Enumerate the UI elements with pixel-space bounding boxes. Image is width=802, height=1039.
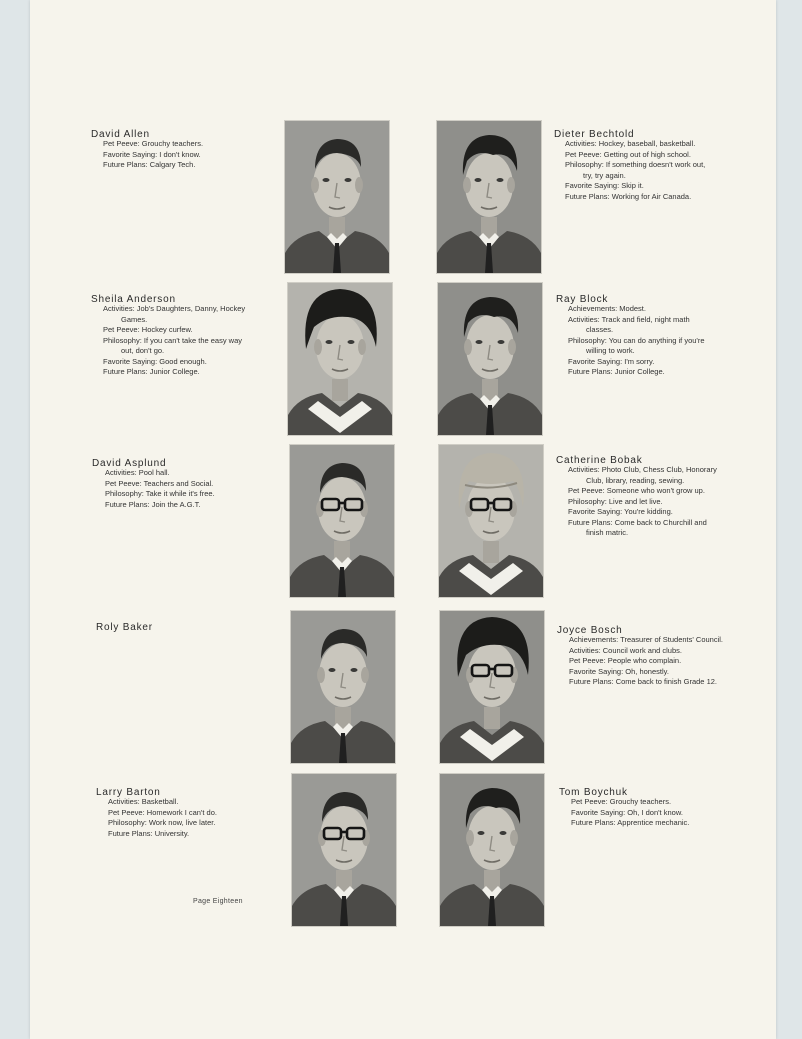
detail-line: Future Plans: Working for Air Canada. (565, 191, 692, 201)
detail-line: Favorite Saying: Oh, I don't know. (571, 807, 683, 817)
portrait-photo-sheila-anderson (288, 283, 392, 435)
detail-line: Future Plans: Junior College. (568, 367, 665, 376)
detail-line: Activities: Track and field, night math (568, 314, 690, 324)
detail-line: Future Plans: University. (108, 828, 190, 838)
detail-line: out, don't go. (121, 346, 165, 355)
detail-line: Favorite Saying: I'm sorry. (568, 356, 655, 366)
student-details-catherine-bobak (568, 465, 717, 539)
detail-line: Pet Peeve: Homework I can't do. (108, 807, 217, 817)
detail-line: Activities: Photo Club, Chess Club, Honorary (568, 465, 717, 474)
portrait-photo-dieter-bechtold (437, 121, 541, 273)
detail-line: finish matric. (586, 528, 629, 537)
student-name-tom-boychuk: Tom Boychuk (559, 787, 628, 798)
detail-line: Philosophy: You can do anything if you're (568, 335, 705, 345)
student-name-roly-baker: Roly Baker (96, 622, 153, 633)
detail-line: Philosophy: If something doesn't work out, (565, 160, 706, 169)
student-name-larry-barton: Larry Barton (96, 787, 161, 798)
student-details-ray-block (568, 304, 705, 378)
detail-line: Future Plans: Calgary Tech. (103, 160, 196, 169)
detail-line: Pet Peeve: Grouchy teachers. (103, 139, 204, 148)
student-details-david-asplund (105, 468, 215, 510)
detail-line: Pet Peeve: People who complain. (569, 656, 682, 665)
portrait-photo-david-asplund (290, 445, 394, 597)
detail-line: Philosophy: Take it while it's free. (105, 489, 215, 498)
page-number: Page Eighteen (193, 898, 243, 905)
student-details-joyce-bosch (569, 635, 723, 688)
student-details-dieter-bechtold (565, 139, 705, 202)
detail-line: Future Plans: Junior College. (103, 367, 200, 376)
detail-line: Pet Peeve: Teachers and Social. (105, 478, 214, 488)
student-name-david-allen: David Allen (91, 129, 150, 140)
detail-line: Future Plans: Come back to Churchill and (568, 517, 707, 527)
detail-line: Favorite Saying: Good enough. (103, 356, 207, 366)
portrait-photo-catherine-bobak (439, 445, 543, 597)
student-details-larry-barton (108, 797, 217, 839)
detail-line: Achievements: Treasurer of Students' Council. (569, 635, 724, 644)
detail-line: Activities: Council work and clubs. (569, 645, 682, 655)
detail-line: Pet Peeve: Someone who won't grow up. (568, 486, 705, 495)
detail-line: Philosophy: Live and let live. (568, 496, 663, 506)
portrait-photo-david-allen (285, 121, 389, 273)
detail-line: Games. (121, 314, 148, 324)
portrait-photo-ray-block (438, 283, 542, 435)
detail-line: Favorite Saying: Oh, honestly. (569, 666, 669, 676)
detail-line: Favorite Saying: You're kidding. (568, 507, 673, 516)
portrait-photo-tom-boychuk (440, 774, 544, 926)
portrait-photo-larry-barton (292, 774, 396, 926)
portrait-photo-joyce-bosch (440, 611, 544, 763)
student-name-ray-block: Ray Block (556, 294, 609, 305)
student-details-tom-boychuk (571, 797, 689, 829)
student-name-dieter-bechtold: Dieter Bechtold (554, 129, 635, 140)
detail-line: try, try again. (583, 170, 626, 180)
detail-line: Pet Peeve: Hockey curfew. (103, 325, 193, 334)
detail-line: Future Plans: Come back to finish Grade 12. (569, 677, 717, 686)
detail-line: Philosophy: Work now, live later. (108, 818, 216, 827)
detail-line: Future Plans: Join the A.G.T. (105, 499, 201, 509)
detail-line: Activities: Basketball. (108, 797, 179, 806)
detail-line: Philosophy: If you can't take the easy way (103, 335, 243, 345)
student-name-catherine-bobak: Catherine Bobak (556, 455, 643, 466)
detail-line: Activities: Job's Daughters, Danny, Hockey (103, 304, 246, 313)
detail-line: Pet Peeve: Grouchy teachers. (571, 797, 672, 806)
portrait-photo-roly-baker (291, 611, 395, 763)
detail-line: Favorite Saying: Skip it. (565, 181, 644, 190)
detail-line: Future Plans: Apprentice mechanic. (571, 818, 690, 827)
student-details-david-allen (103, 139, 203, 171)
student-name-sheila-anderson: Sheila Anderson (91, 294, 176, 305)
student-name-david-asplund: David Asplund (92, 458, 167, 469)
detail-line: classes. (586, 325, 614, 334)
detail-line: Achievements: Modest. (568, 304, 646, 313)
detail-line: Pet Peeve: Getting out of high school. (565, 149, 691, 159)
detail-line: Activities: Hockey, baseball, basketball. (565, 139, 696, 148)
student-details-sheila-anderson (103, 304, 245, 378)
detail-line: Favorite Saying: I don't know. (103, 149, 201, 159)
detail-line: Activities: Pool hall. (105, 468, 170, 477)
student-name-joyce-bosch: Joyce Bosch (557, 625, 623, 636)
yearbook-page (30, 0, 776, 1039)
detail-line: Club, library, reading, sewing. (586, 475, 685, 485)
detail-line: willing to work. (586, 346, 635, 355)
